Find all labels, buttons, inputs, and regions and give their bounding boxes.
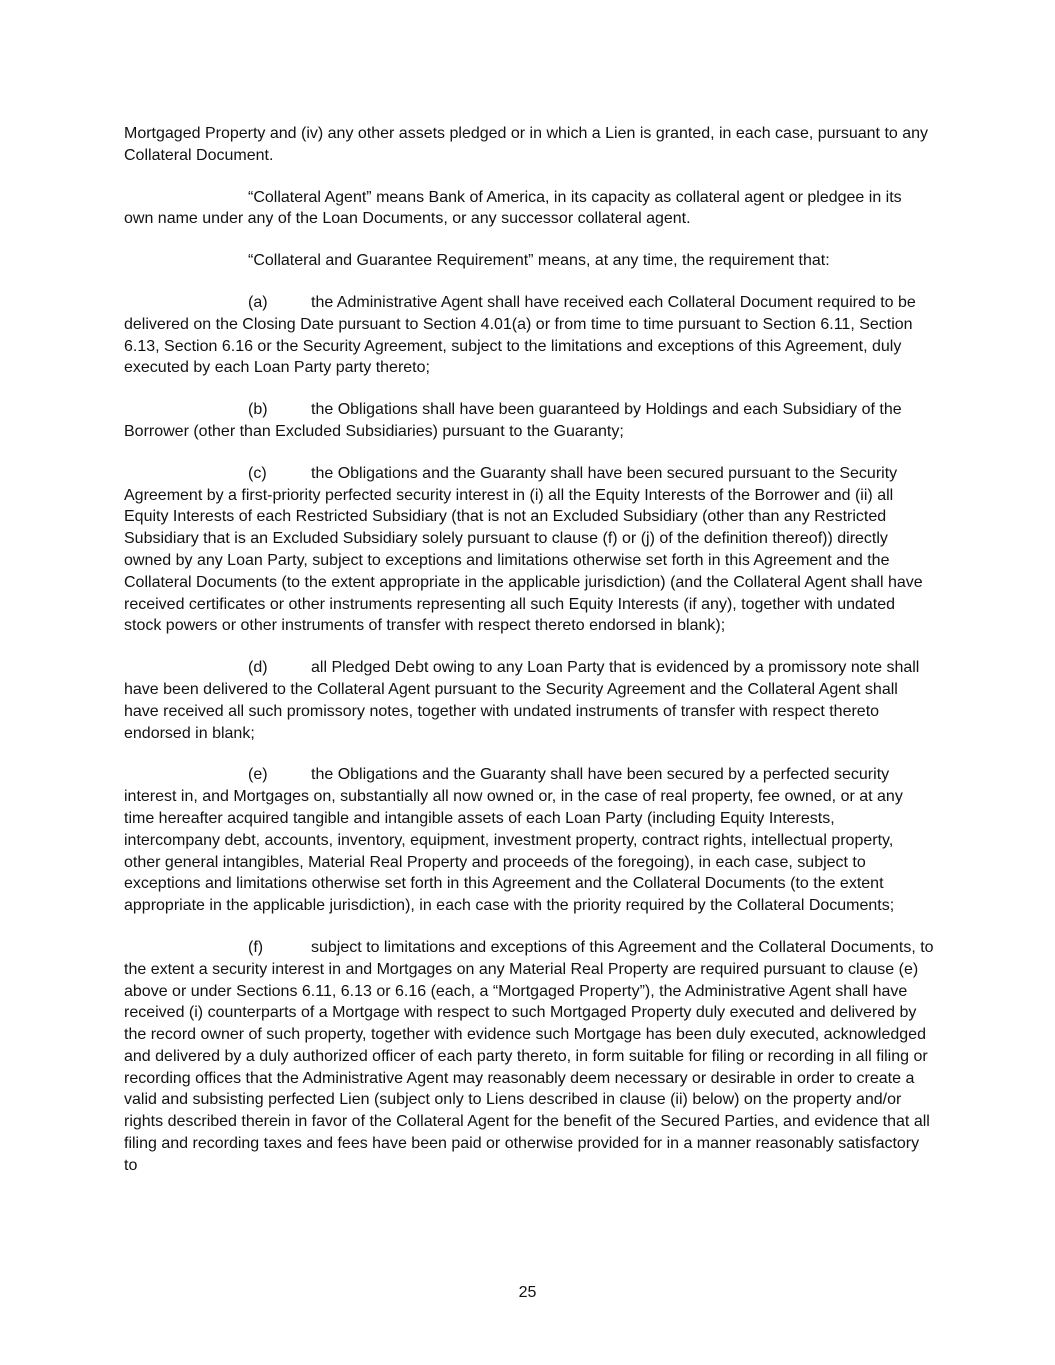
- clause-a: [124, 292, 934, 379]
- clause-text: the Obligations and the Guaranty shall have been secured by a perfected security interest in, and Mortgages on, substantially all now owned or, in the case of real property, fee owned, or at any time hereafter acquired tangible and intangible assets of each Loan Party (including Equity Interests, intercompany debt, accounts, inventory, equipment, investment property, contract rights, intellectual property, other general intangibles, Material Real Property and proceeds of the foregoing), in each case, subject to exceptions and limitations otherwise set forth in this Agreement and the Collateral Documents (to the extent appropriate in the applicable jurisdiction), in each case with the priority required by the Collateral Documents;: [124, 766, 903, 915]
- clause-c: [124, 463, 934, 637]
- clause-text: all Pledged Debt owing to any Loan Party that is evidenced by a promissory note shall have been delivered to the Collateral Agent pursuant to the Security Agreement and the Collateral Agent shall have received all such promissory notes, together with undated instruments of transfer with respect thereto endorsed in blank;: [124, 659, 920, 742]
- clause-label: (b): [248, 401, 268, 419]
- clause-label: (d): [248, 659, 268, 677]
- definition-collateral-agent: “Collateral Agent” means Bank of America, in its capacity as collateral agent or pledgee in its own name under any of the Loan Documents, or any successor collateral agent.: [124, 188, 902, 228]
- clause-text: subject to limitations and exceptions of this Agreement and the Collateral Documents, to the extent a security interest in and Mortgages on any Material Real Property are required pursuant to clause (e) above or under Sections 6.11, 6.13 or 6.16 (each, a “Mortgaged Property”), the Administrative Agent shall have received (i) counterparts of a Mortgage with respect to such Mortgaged Property duly executed and delivered by the record owner of such property, together with evidence such Mortgage has been duly executed, acknowledged and delivered by a duly authorized officer of each party thereto, in form suitable for filing or recording in all filing or recording offices that the Administrative Agent may reasonably deem necessary or desirable in order to create a valid and subsisting perfected Lien (subject only to Liens described in clause (ii) below) on the property and/or rights described therein in favor of the Collateral Agent for the benefit of the Secured Parties, and evidence that all filing and recording taxes and fees have been paid or otherwise provided for in a manner reasonably satisfactory to: [124, 938, 934, 1174]
- clause-text: the Obligations and the Guaranty shall have been secured pursuant to the Security Agreement by a first-priority perfected security interest in (i) all the Equity Interests of the Borrower and (ii) all Equity Interests of each Restricted Subsidiary (that is not an Excluded Subsidiary (other than any Restricted Subsidiary that is an Excluded Subsidiary solely pursuant to clause (f) or (j) of the definition thereof)) directly owned by any Loan Party, subject to exceptions and limitations otherwise set forth in this Agreement and the Collateral Documents (to the extent appropriate in the applicable jurisdiction) (and the Collateral Agent shall have received certificates or other instruments representing all such Equity Interests (if any), together with undated stock powers or other instruments of transfer with respect thereto endorsed in blank);: [124, 464, 923, 635]
- clause-text: the Administrative Agent shall have received each Collateral Document required to be delivered on the Closing Date pursuant to Section 4.01(a) or from time to time pursuant to Section 6.11, Section 6.13, Section 6.16 or the Security Agreement, subject to the limitations and exceptions of this Agreement, duly executed by each Loan Party party thereto;: [124, 293, 916, 377]
- intro-paragraph: Mortgaged Property and (iv) any other assets pledged or in which a Lien is granted, in each case, pursuant to any Collateral Document.: [124, 125, 929, 164]
- clause-label: (a): [248, 293, 268, 311]
- clause-e: [124, 764, 934, 917]
- clause-label: (f): [248, 938, 264, 956]
- document-page: [124, 123, 934, 1177]
- clause-label: (e): [248, 766, 268, 784]
- clause-label: (c): [248, 464, 267, 482]
- clause-b: [124, 399, 934, 443]
- clause-d: [124, 657, 934, 744]
- page-number: 25: [518, 1284, 537, 1301]
- clause-f: [124, 937, 934, 1177]
- clause-text: the Obligations shall have been guaranteed by Holdings and each Subsidiary of the Borrower (other than Excluded Subsidiaries) pursuant to the Guaranty;: [124, 401, 902, 440]
- definition-collateral-guarantee-requirement: “Collateral and Guarantee Requirement” means, at any time, the requirement that:: [248, 252, 830, 270]
